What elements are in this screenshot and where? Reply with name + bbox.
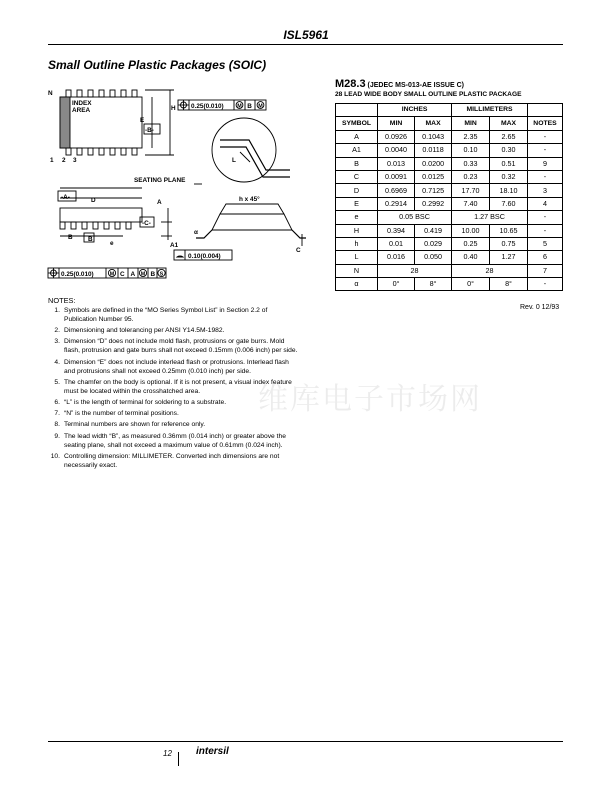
cell-symbol: C: [336, 170, 378, 183]
table-row: [336, 211, 563, 224]
cell-in-min: 0.0040: [378, 144, 415, 157]
cell-in-max: 0.0125: [415, 170, 452, 183]
section-title: Small Outline Plastic Packages (SOIC): [48, 58, 267, 72]
note-item: [48, 326, 298, 335]
note-number: 3.: [54, 338, 60, 346]
label-hx45: h x 45°: [239, 196, 260, 203]
cell-mm-min: 2.35: [452, 130, 490, 143]
table-row: [336, 170, 563, 183]
note-text: Dimension “D” does not include mold flash, protrusions or gate burrs. Mold flash, protrusion and gate burrs shall not exceed 0.15mm (0.006 inch) per side.: [64, 338, 298, 355]
note-number: 7.: [54, 410, 60, 418]
cell-mm-span: 28: [452, 264, 528, 277]
cell-mm-min: 0.33: [452, 157, 490, 170]
note-text: The lead width “B”, as measured 0.36mm (0.014 inch) or greater above the seating plane, shall not exceed a maximum value of 0.61mm (0.024 inch).: [64, 432, 286, 449]
header-mm-min: MIN: [452, 117, 490, 130]
cell-notes: 4: [528, 197, 563, 210]
label-d: D: [91, 197, 96, 204]
cell-in-max: 0.419: [415, 224, 452, 237]
cell-mm-max: 2.65: [490, 130, 528, 143]
header-blank-2: [528, 104, 563, 117]
notes-heading: NOTES:: [48, 296, 76, 305]
cell-mm-max: 0.32: [490, 170, 528, 183]
table-row: [336, 130, 563, 143]
label-datum-b: -B-: [145, 127, 154, 134]
cell-mm-max: 1.27: [490, 251, 528, 264]
header-symbol: SYMBOL: [336, 117, 378, 130]
label-mod-m-2: M: [258, 103, 263, 110]
cell-mm-min: 7.40: [452, 197, 490, 210]
table-row: [336, 278, 563, 291]
label-seating-plane: SEATING PLANE: [134, 177, 186, 184]
label-n: N: [48, 90, 53, 97]
cell-mm-max: 18.10: [490, 184, 528, 197]
label-pin-3: 3: [73, 157, 77, 164]
cell-mm-min: 17.70: [452, 184, 490, 197]
cell-notes: -: [528, 130, 563, 143]
label-l: L: [232, 157, 236, 164]
cell-in-max: 8°: [415, 278, 452, 291]
label-datum-c: -C-: [142, 220, 151, 227]
note-number: 1.: [54, 307, 60, 314]
table-row: [336, 251, 563, 264]
cell-notes: -: [528, 170, 563, 183]
label-c: C: [296, 247, 301, 254]
cell-symbol: B: [336, 157, 378, 170]
side-view-body: [60, 208, 142, 222]
cell-in-min: 0.0926: [378, 130, 415, 143]
cell-notes: 7: [528, 264, 563, 277]
note-number: 8.: [54, 421, 60, 429]
cell-mm-min: 0.25: [452, 237, 490, 250]
header-in-min: MIN: [378, 117, 415, 130]
cell-symbol: N: [336, 264, 378, 277]
label-a-ref: A: [130, 271, 136, 278]
table-row: [336, 237, 563, 250]
watermark-text: 维库电子市场网: [258, 382, 482, 417]
cell-in-min: 0.013: [378, 157, 415, 170]
note-text: Dimension “E” does not include interlead flash or protrusions. Interlead flash and protrusions shall not exceed 0.25mm (0.010 inch) per side.: [64, 358, 289, 375]
note-text: Terminal numbers are shown for reference only.: [64, 421, 206, 429]
cell-in-min: 0.01: [378, 237, 415, 250]
document-header-title: ISL5961: [283, 28, 329, 42]
header-in-max: MAX: [415, 117, 452, 130]
cell-notes: -: [528, 224, 563, 237]
header-inches: INCHES: [378, 104, 452, 117]
note-number: 2.: [54, 327, 60, 335]
note-text: The chamfer on the body is optional. If it is not present, a visual index feature must be located within the crosshatched area.: [64, 378, 292, 395]
top-view-bottom-leads: [66, 148, 137, 155]
label-b-dim: B: [68, 234, 73, 241]
note-text: “L” is the length of terminal for soldering to a substrate.: [64, 398, 227, 406]
table-row: [336, 197, 563, 210]
cell-mm-max: 7.60: [490, 197, 528, 210]
note-text: Dimensioning and tolerancing per ANSI Y14.5M-1982.: [64, 327, 225, 335]
note-number: 4.: [54, 358, 60, 366]
header-millimeters: MILLIMETERS: [452, 104, 528, 117]
intersil-logo: intersil: [196, 746, 229, 757]
dimension-table: [335, 103, 563, 291]
header-notes: NOTES: [528, 117, 563, 130]
note-text: Symbols are defined in the “MO Series Symbol List” in Section 2.2 of Publication Number 95.: [64, 307, 268, 323]
cell-in-max: 0.0200: [415, 157, 452, 170]
note-number: 9.: [54, 432, 60, 440]
cell-mm-max: 0.30: [490, 144, 528, 157]
cell-in-min: 0.016: [378, 251, 415, 264]
note-item: [48, 337, 298, 355]
cell-in-span: 0.05 BSC: [378, 211, 452, 224]
label-a1: A1: [170, 242, 179, 249]
cell-in-max: 0.1043: [415, 130, 452, 143]
label-flat-tol: 0.10(0.004): [188, 253, 221, 260]
cell-mm-min: 0.10: [452, 144, 490, 157]
table-row: [336, 264, 563, 277]
note-text: “N” is the number of terminal positions.: [64, 410, 179, 418]
table-row: [336, 224, 563, 237]
label-index: INDEX: [72, 100, 92, 107]
label-e: E: [140, 117, 145, 124]
note-text: Controlling dimension: MILLIMETER. Converted inch dimensions are not necessarily exact.: [64, 452, 280, 469]
note-item: [48, 432, 298, 450]
end-view-body: [212, 214, 292, 230]
cell-symbol: H: [336, 224, 378, 237]
table-row: [336, 144, 563, 157]
page-number: 12: [163, 749, 172, 758]
cell-notes: 9: [528, 157, 563, 170]
note-number: 5.: [54, 378, 60, 386]
cell-notes: 3: [528, 184, 563, 197]
label-datum-a: -A-: [61, 194, 70, 201]
cell-in-max: 0.029: [415, 237, 452, 250]
cell-notes: -: [528, 278, 563, 291]
note-item: [48, 452, 298, 470]
cell-mm-min: 10.00: [452, 224, 490, 237]
cell-mm-span: 1.27 BSC: [452, 211, 528, 224]
label-pin-2: 2: [62, 157, 66, 164]
note-item: [48, 420, 298, 429]
footer-rule: [48, 741, 563, 742]
cell-mm-min: 0.40: [452, 251, 490, 264]
cell-in-min: 0.2914: [378, 197, 415, 210]
logo-divider: [178, 752, 179, 766]
cell-in-max: 0.0118: [415, 144, 452, 157]
label-mod-m-3: M: [109, 271, 115, 278]
table-row: [336, 157, 563, 170]
label-b-lead: B: [88, 236, 93, 243]
cell-in-max: 0.050: [415, 251, 452, 264]
cell-symbol: L: [336, 251, 378, 264]
cell-notes: -: [528, 211, 563, 224]
table-row: [336, 184, 563, 197]
cell-symbol: E: [336, 197, 378, 210]
note-number: 10.: [50, 452, 60, 460]
detail-view-circle: [212, 118, 276, 182]
cell-notes: 6: [528, 251, 563, 264]
revision-label: Rev. 0 12/93: [520, 304, 560, 311]
top-view-top-leads: [66, 90, 137, 97]
cell-in-min: 0°: [378, 278, 415, 291]
header-rule: [48, 44, 563, 45]
cell-in-min: 0.394: [378, 224, 415, 237]
cell-in-max: 0.2992: [415, 197, 452, 210]
label-h: H: [171, 105, 176, 112]
label-b-ref-2: B: [150, 271, 156, 278]
cell-notes: -: [528, 144, 563, 157]
label-mod-s: S: [159, 271, 164, 278]
cell-symbol: A: [336, 130, 378, 143]
table-package-code: [335, 78, 464, 90]
label-tol-bottom: 0.25(0.010): [61, 271, 94, 278]
label-mod-m-1: M: [237, 103, 242, 110]
note-number: 6.: [54, 398, 60, 406]
cell-in-span: 28: [378, 264, 452, 277]
label-tol-top: 0.25(0.010): [191, 103, 224, 110]
label-b-ref: B: [247, 103, 252, 110]
cell-symbol: D: [336, 184, 378, 197]
cell-mm-max: 0.51: [490, 157, 528, 170]
package-code: M28.3: [335, 78, 366, 90]
label-pin-1: 1: [50, 157, 54, 164]
cell-symbol: A1: [336, 144, 378, 157]
label-a: A: [157, 199, 162, 206]
label-mod-m-4: M: [140, 271, 146, 278]
package-outline-drawing: [44, 80, 334, 285]
table-subtitle: 28 LEAD WIDE BODY SMALL OUTLINE PLASTIC PACKAGE: [335, 91, 522, 98]
cell-in-max: 0.7125: [415, 184, 452, 197]
cell-symbol: α: [336, 278, 378, 291]
cell-in-min: 0.6969: [378, 184, 415, 197]
package-code-standard: (JEDEC MS-013-AE ISSUE C): [365, 82, 464, 89]
cell-mm-max: 0.75: [490, 237, 528, 250]
cell-symbol: h: [336, 237, 378, 250]
note-item: [48, 306, 298, 324]
label-alpha: α: [194, 229, 198, 236]
cell-notes: 5: [528, 237, 563, 250]
cell-mm-max: 10.65: [490, 224, 528, 237]
cell-symbol: e: [336, 211, 378, 224]
cell-mm-max: 8°: [490, 278, 528, 291]
cell-mm-min: 0.23: [452, 170, 490, 183]
header-mm-max: MAX: [490, 117, 528, 130]
label-e-small: e: [110, 240, 114, 247]
label-area: AREA: [72, 107, 91, 114]
note-item: [48, 358, 298, 376]
cell-in-min: 0.0091: [378, 170, 415, 183]
index-area-hatch: [60, 97, 70, 148]
cell-mm-min: 0°: [452, 278, 490, 291]
label-c-ref: C: [120, 271, 125, 278]
header-blank: [336, 104, 378, 117]
